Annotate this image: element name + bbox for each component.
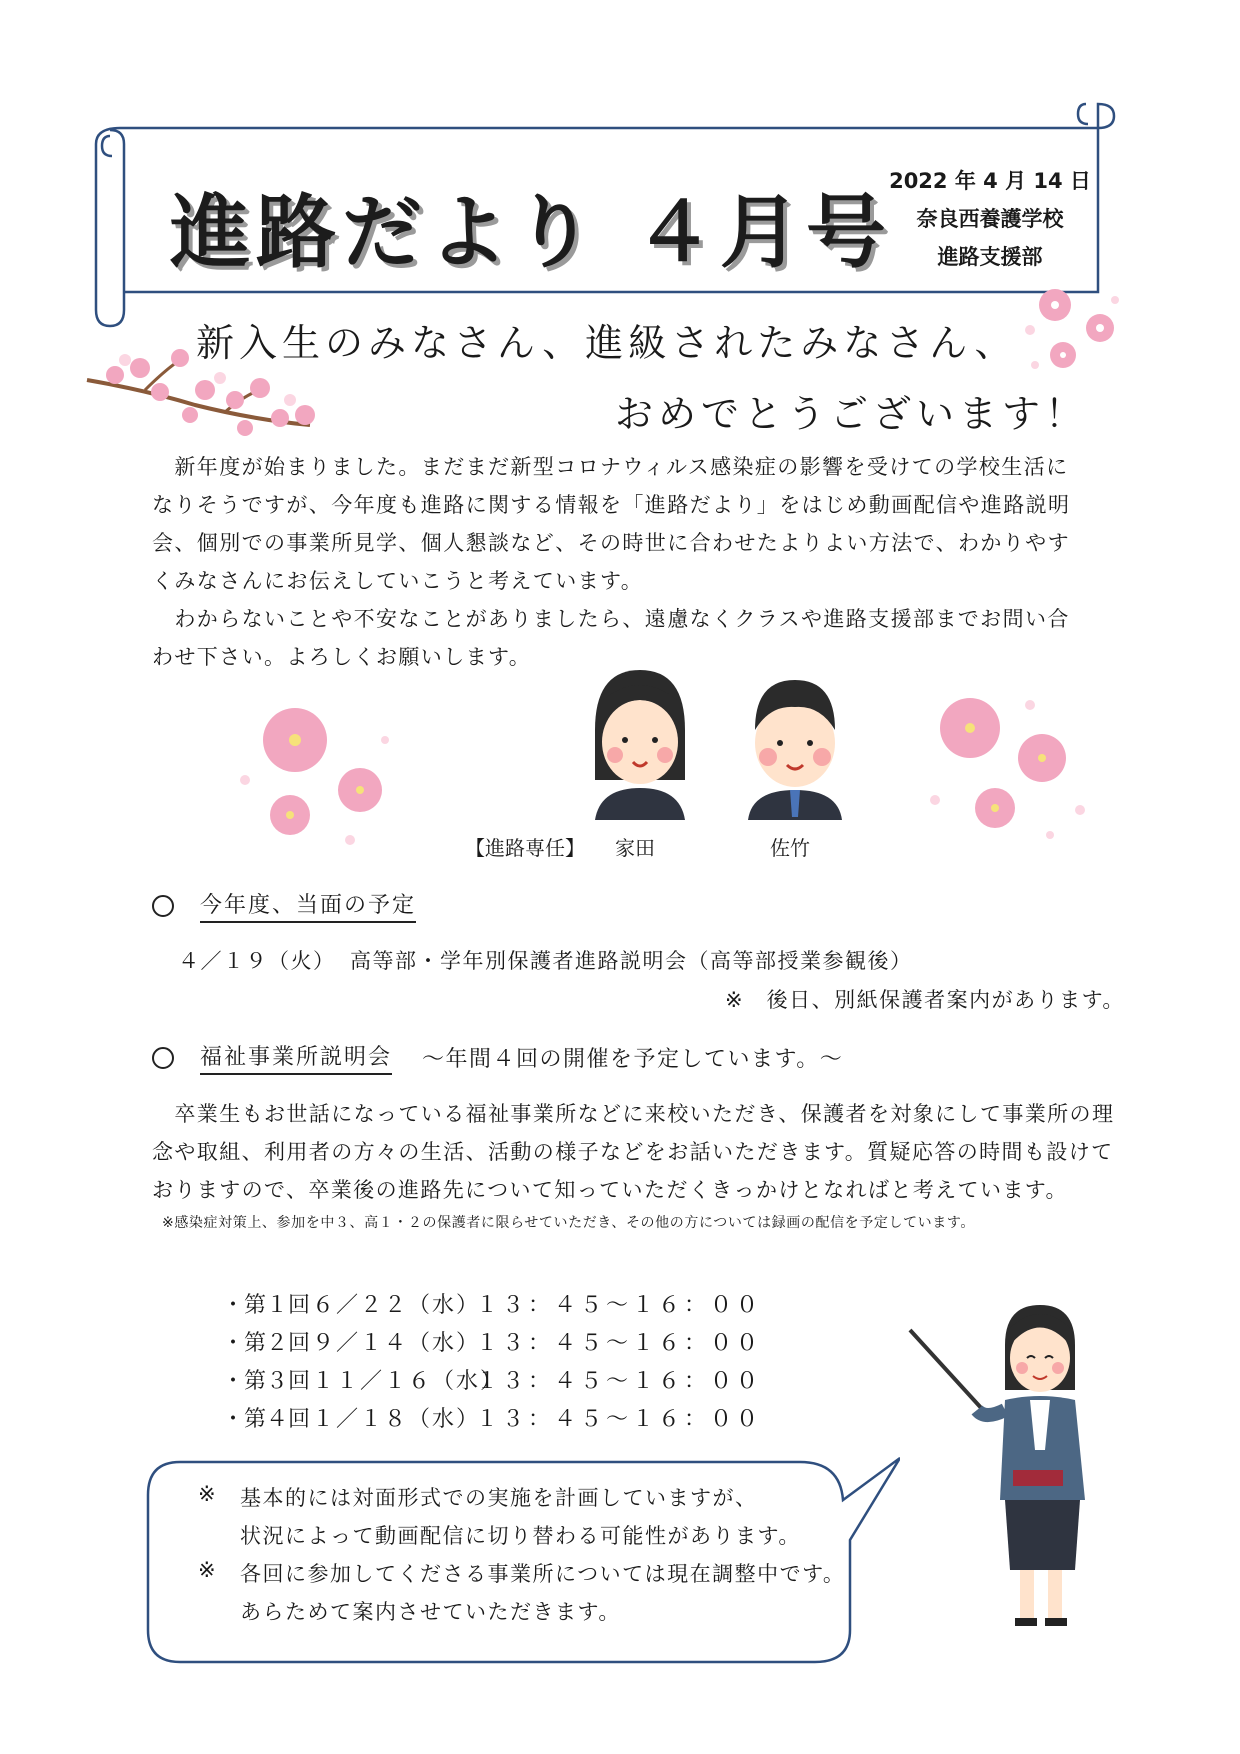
schedule-label: ・第１回 xyxy=(222,1293,311,1318)
schedule-time: １３：４５～１６：００ xyxy=(476,1407,763,1432)
section-heading-text: 福祉事業所説明会 xyxy=(200,1040,392,1075)
speech-bubble xyxy=(140,1440,900,1670)
circle-bullet-icon xyxy=(152,895,174,917)
cherry-blossom-icon xyxy=(920,690,1090,840)
greeting-line-2: おめでとうございます！ xyxy=(615,392,1089,436)
issue-date: 2022 年 4 月 14 日 xyxy=(889,169,1091,193)
schedule-date: １／１８（水） xyxy=(312,1407,481,1432)
staff-role-label: 【進路専任】 xyxy=(465,836,585,860)
section-heading-schedule xyxy=(152,888,416,923)
schedule-row xyxy=(222,1288,762,1319)
male-teacher-icon xyxy=(740,675,850,820)
department-name: 進路支援部 xyxy=(937,245,1043,269)
event-date: ４／１９（火） xyxy=(178,949,336,973)
schedule-row xyxy=(222,1402,762,1433)
bubble-line: 基本的には対面形式での実施を計画していますが、 xyxy=(240,1486,758,1510)
section-heading-welfare xyxy=(152,1040,843,1075)
school-name: 奈良西養護学校 xyxy=(916,207,1064,231)
cherry-blossom-icon xyxy=(1015,280,1125,380)
schedule-row xyxy=(222,1326,762,1357)
schedule-time: １３：４５～１６：００ xyxy=(476,1331,763,1356)
bubble-line: あらためて案内させていただきます。 xyxy=(240,1600,621,1624)
section-heading-text: 今年度、当面の予定 xyxy=(200,888,416,923)
intro-line: 新年度が始まりました。まだまだ新型コロナウィルス感染症の影響を受けての学校生活に xyxy=(152,455,1069,479)
female-teacher-icon xyxy=(585,670,695,820)
welfare-body-line: 念や取組、利用者の方々の生活、活動の様子などをお話いただきます。質疑応答の時間も設けて xyxy=(152,1140,1114,1164)
schedule-time: １３：４５～１６：００ xyxy=(476,1369,763,1394)
infection-note: ※感染症対策上、参加を中３、高１・２の保護者に限らせていただき、その他の方については録画の配信を予定しています。 xyxy=(162,1215,975,1231)
event-note: ※ 後日、別紙保護者案内があります。 xyxy=(725,988,1125,1012)
schedule-label: ・第４回 xyxy=(222,1407,311,1432)
schedule-date: ６／２２（水） xyxy=(312,1293,481,1318)
intro-line: わせ下さい。よろしくお願いします。 xyxy=(152,645,532,669)
intro-line: わからないことや不安なことがありましたら、遠慮なくクラスや進路支援部までお問い合 xyxy=(152,607,1070,631)
teacher-pointer-icon xyxy=(905,1300,1105,1630)
schedule-label: ・第３回 xyxy=(222,1369,311,1394)
intro-line: くみなさんにお伝えしていこうと考えています。 xyxy=(152,569,644,593)
greeting-line-1: 新入生のみなさん、進級されたみなさん、 xyxy=(196,321,1018,365)
section-subheading: ～年間４回の開催を予定しています。～ xyxy=(422,1047,844,1072)
schedule-row xyxy=(222,1364,762,1395)
staff-name: 佐竹 xyxy=(770,836,810,860)
intro-line: なりそうですが、今年度も進路に関する情報を「進路だより」をはじめ動画配信や進路説明 xyxy=(152,493,1071,517)
intro-line: 会、個別での事業所見学、個人懇談など、その時世に合わせたよりよい方法で、わかりやす xyxy=(152,531,1070,555)
schedule-time: １３：４５～１６：００ xyxy=(476,1293,763,1318)
bubble-line: 状況によって動画配信に切り替わる可能性があります。 xyxy=(240,1524,801,1548)
welfare-body-line: おりますので、卒業後の進路先について知っていただくきっかけとなればと考えています。 xyxy=(152,1178,1068,1202)
bubble-mark: ※ xyxy=(198,1558,218,1582)
cherry-blossom-icon xyxy=(230,700,400,850)
welfare-body-line: 卒業生もお世話になっている福祉事業所などに来校いただき、保護者を対象にして事業所の理 xyxy=(152,1102,1115,1126)
schedule-date: ９／１４（水） xyxy=(312,1331,481,1356)
circle-bullet-icon xyxy=(152,1047,174,1069)
staff-name: 家田 xyxy=(615,836,655,860)
bubble-mark: ※ xyxy=(198,1482,218,1506)
schedule-date: １１／１６（水） xyxy=(312,1369,505,1394)
page-title: 進路だより ４月号 xyxy=(170,186,892,279)
schedule-label: ・第２回 xyxy=(222,1331,311,1356)
bubble-line: 各回に参加してくださる事業所については現在調整中です。 xyxy=(240,1562,846,1586)
event-text: 高等部・学年別保護者進路説明会（高等部授業参観後） xyxy=(350,949,913,973)
